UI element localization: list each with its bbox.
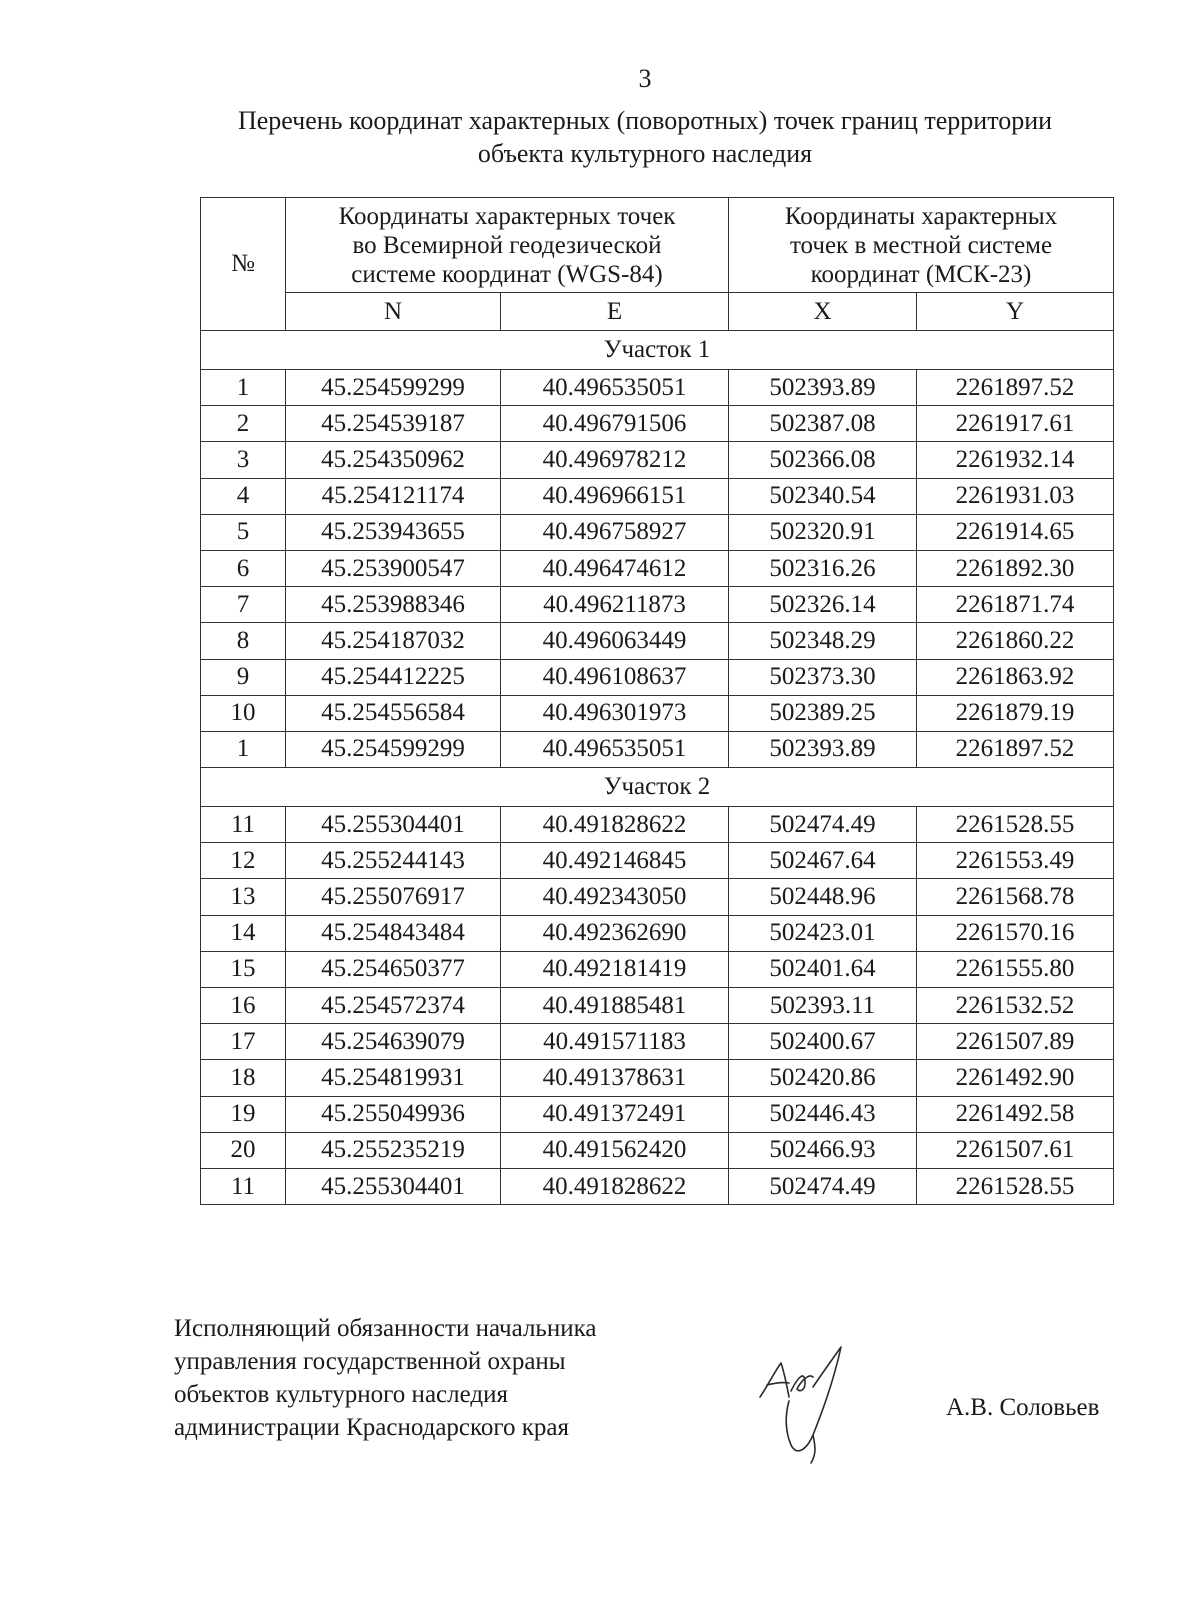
latitude-n-cell: 45.254121174 — [286, 478, 501, 514]
wgs84-header — [286, 198, 729, 293]
coordinate-y-cell: 2261914.65 — [917, 514, 1114, 550]
coordinate-x-cell: 502316.26 — [729, 550, 917, 586]
wgs84-header-line-3: системе координат (WGS-84) — [351, 260, 663, 288]
latitude-n-cell: 45.253988346 — [286, 587, 501, 623]
point-number-cell: 13 — [201, 879, 286, 915]
table-header — [201, 198, 1114, 331]
subheader-row — [201, 293, 1114, 331]
table-row — [201, 406, 1114, 442]
longitude-e-cell: 40.492343050 — [501, 879, 729, 915]
latitude-n-cell: 45.255304401 — [286, 807, 501, 843]
longitude-e-cell: 40.491885481 — [501, 988, 729, 1024]
latitude-n-cell: 45.254819931 — [286, 1060, 501, 1096]
table-row — [201, 514, 1114, 550]
point-number-cell: 11 — [201, 1168, 286, 1204]
longitude-e-cell: 40.491562420 — [501, 1132, 729, 1168]
table-row — [201, 988, 1114, 1024]
coordinate-y-cell: 2261532.52 — [917, 988, 1114, 1024]
column-header-x: X — [729, 293, 917, 331]
section-title: Участок 2 — [201, 768, 1114, 807]
coordinate-x-cell: 502401.64 — [729, 951, 917, 987]
coordinate-x-cell: 502467.64 — [729, 843, 917, 879]
position-line-2: управления государственной охраны — [174, 1348, 566, 1375]
coordinate-y-cell: 2261553.49 — [917, 843, 1114, 879]
longitude-e-cell: 40.496063449 — [501, 623, 729, 659]
point-number-cell: 10 — [201, 695, 286, 731]
coordinate-x-cell: 502366.08 — [729, 442, 917, 478]
table-row — [201, 550, 1114, 586]
table-row — [201, 1096, 1114, 1132]
coordinate-y-cell: 2261897.52 — [917, 731, 1114, 767]
coordinate-x-cell: 502373.30 — [729, 659, 917, 695]
longitude-e-cell: 40.496535051 — [501, 731, 729, 767]
point-number-cell: 15 — [201, 951, 286, 987]
latitude-n-cell: 45.254843484 — [286, 915, 501, 951]
coordinate-y-cell: 2261492.90 — [917, 1060, 1114, 1096]
longitude-e-cell: 40.496211873 — [501, 587, 729, 623]
latitude-n-cell: 45.254650377 — [286, 951, 501, 987]
point-number-cell: 17 — [201, 1024, 286, 1060]
latitude-n-cell: 45.255304401 — [286, 1168, 501, 1204]
point-number-cell: 12 — [201, 843, 286, 879]
coordinate-y-cell: 2261931.03 — [917, 478, 1114, 514]
coordinate-x-cell: 502393.89 — [729, 731, 917, 767]
point-number-cell: 20 — [201, 1132, 286, 1168]
coordinate-y-cell: 2261860.22 — [917, 623, 1114, 659]
coordinate-x-cell: 502393.89 — [729, 370, 917, 406]
signatory-position — [174, 1312, 596, 1444]
coordinate-y-cell: 2261879.19 — [917, 695, 1114, 731]
coordinate-x-cell: 502474.49 — [729, 1168, 917, 1204]
table-row — [201, 951, 1114, 987]
number-column-header: № — [201, 198, 286, 331]
longitude-e-cell: 40.491378631 — [501, 1060, 729, 1096]
coordinate-x-cell: 502446.43 — [729, 1096, 917, 1132]
longitude-e-cell: 40.496108637 — [501, 659, 729, 695]
position-line-3: объектов культурного наследия — [174, 1381, 508, 1408]
table-row — [201, 843, 1114, 879]
wgs84-header-line-2: во Всемирной геодезической — [352, 231, 662, 259]
longitude-e-cell: 40.496474612 — [501, 550, 729, 586]
table-row — [201, 659, 1114, 695]
point-number-cell: 6 — [201, 550, 286, 586]
table-row — [201, 1168, 1114, 1204]
table-row — [201, 915, 1114, 951]
table-row — [201, 587, 1114, 623]
latitude-n-cell: 45.253900547 — [286, 550, 501, 586]
latitude-n-cell: 45.255244143 — [286, 843, 501, 879]
position-line-4: администрации Краснодарского края — [174, 1414, 570, 1441]
coordinate-y-cell: 2261555.80 — [917, 951, 1114, 987]
signer-name: А.В. Соловьев — [946, 1394, 1100, 1421]
point-number-cell: 16 — [201, 988, 286, 1024]
longitude-e-cell: 40.492362690 — [501, 915, 729, 951]
coordinate-x-cell: 502320.91 — [729, 514, 917, 550]
section-row — [201, 331, 1114, 370]
msk23-header — [729, 198, 1114, 293]
page-number: 3 — [638, 64, 652, 93]
coordinate-x-cell: 502400.67 — [729, 1024, 917, 1060]
latitude-n-cell: 45.253943655 — [286, 514, 501, 550]
longitude-e-cell: 40.492146845 — [501, 843, 729, 879]
handwritten-signature — [755, 1345, 875, 1475]
coordinate-y-cell: 2261492.58 — [917, 1096, 1114, 1132]
coordinate-x-cell: 502474.49 — [729, 807, 917, 843]
coordinate-x-cell: 502448.96 — [729, 879, 917, 915]
point-number-cell: 1 — [201, 370, 286, 406]
section-title: Участок 1 — [201, 331, 1114, 370]
msk23-header-line-2: точек в местной системе — [789, 231, 1053, 259]
coordinate-y-cell: 2261932.14 — [917, 442, 1114, 478]
title-line-1: Перечень координат характерных (поворотных) точек границ территории — [237, 106, 1053, 135]
coordinate-y-cell: 2261897.52 — [917, 370, 1114, 406]
point-number-cell: 11 — [201, 807, 286, 843]
coordinate-x-cell: 502466.93 — [729, 1132, 917, 1168]
coordinate-y-cell: 2261570.16 — [917, 915, 1114, 951]
header-row — [201, 198, 1114, 293]
longitude-e-cell: 40.496966151 — [501, 478, 729, 514]
longitude-e-cell: 40.496978212 — [501, 442, 729, 478]
latitude-n-cell: 45.255076917 — [286, 879, 501, 915]
longitude-e-cell: 40.491372491 — [501, 1096, 729, 1132]
coordinate-x-cell: 502348.29 — [729, 623, 917, 659]
table-row — [201, 879, 1114, 915]
latitude-n-cell: 45.255049936 — [286, 1096, 501, 1132]
column-header-n: N — [286, 293, 501, 331]
point-number-cell: 2 — [201, 406, 286, 442]
point-number-cell: 5 — [201, 514, 286, 550]
latitude-n-cell: 45.254599299 — [286, 731, 501, 767]
position-line-1: Исполняющий обязанности начальника — [174, 1315, 597, 1342]
coordinate-y-cell: 2261871.74 — [917, 587, 1114, 623]
coordinate-x-cell: 502387.08 — [729, 406, 917, 442]
point-number-cell: 4 — [201, 478, 286, 514]
point-number-cell: 1 — [201, 731, 286, 767]
longitude-e-cell: 40.491828622 — [501, 807, 729, 843]
point-number-cell: 8 — [201, 623, 286, 659]
table-row — [201, 442, 1114, 478]
point-number-cell: 19 — [201, 1096, 286, 1132]
title-line-2: объекта культурного наследия — [477, 139, 813, 168]
coordinate-x-cell: 502340.54 — [729, 478, 917, 514]
section-row — [201, 768, 1114, 807]
coordinate-x-cell: 502420.86 — [729, 1060, 917, 1096]
longitude-e-cell: 40.492181419 — [501, 951, 729, 987]
document-title — [0, 104, 1200, 170]
coordinate-y-cell: 2261507.61 — [917, 1132, 1114, 1168]
latitude-n-cell: 45.254639079 — [286, 1024, 501, 1060]
point-number-cell: 7 — [201, 587, 286, 623]
msk23-header-line-1: Координаты характерных — [784, 202, 1058, 230]
column-header-e: E — [501, 293, 729, 331]
latitude-n-cell: 45.254556584 — [286, 695, 501, 731]
coordinate-y-cell: 2261507.89 — [917, 1024, 1114, 1060]
latitude-n-cell: 45.254412225 — [286, 659, 501, 695]
table-row — [201, 1060, 1114, 1096]
longitude-e-cell: 40.496758927 — [501, 514, 729, 550]
latitude-n-cell: 45.254572374 — [286, 988, 501, 1024]
coordinate-x-cell: 502326.14 — [729, 587, 917, 623]
table-row — [201, 731, 1114, 767]
coordinate-y-cell: 2261863.92 — [917, 659, 1114, 695]
wgs84-header-line-1: Координаты характерных точек — [338, 202, 676, 230]
longitude-e-cell: 40.491571183 — [501, 1024, 729, 1060]
column-header-y: Y — [917, 293, 1114, 331]
coordinates-table — [200, 197, 1114, 1205]
msk23-header-line-3: координат (МСК-23) — [810, 260, 1032, 288]
table-row — [201, 623, 1114, 659]
coordinate-y-cell: 2261528.55 — [917, 807, 1114, 843]
latitude-n-cell: 45.254599299 — [286, 370, 501, 406]
coordinate-x-cell: 502389.25 — [729, 695, 917, 731]
table-row — [201, 695, 1114, 731]
table-body — [201, 331, 1114, 1205]
coordinate-y-cell: 2261528.55 — [917, 1168, 1114, 1204]
coordinate-y-cell: 2261917.61 — [917, 406, 1114, 442]
longitude-e-cell: 40.496301973 — [501, 695, 729, 731]
table-row — [201, 478, 1114, 514]
coordinate-x-cell: 502423.01 — [729, 915, 917, 951]
longitude-e-cell: 40.491828622 — [501, 1168, 729, 1204]
point-number-cell: 3 — [201, 442, 286, 478]
point-number-cell: 14 — [201, 915, 286, 951]
longitude-e-cell: 40.496791506 — [501, 406, 729, 442]
table-row — [201, 370, 1114, 406]
latitude-n-cell: 45.255235219 — [286, 1132, 501, 1168]
latitude-n-cell: 45.254350962 — [286, 442, 501, 478]
coordinate-y-cell: 2261568.78 — [917, 879, 1114, 915]
table-row — [201, 807, 1114, 843]
point-number-cell: 18 — [201, 1060, 286, 1096]
latitude-n-cell: 45.254187032 — [286, 623, 501, 659]
table-row — [201, 1132, 1114, 1168]
latitude-n-cell: 45.254539187 — [286, 406, 501, 442]
coordinate-y-cell: 2261892.30 — [917, 550, 1114, 586]
longitude-e-cell: 40.496535051 — [501, 370, 729, 406]
table-row — [201, 1024, 1114, 1060]
point-number-cell: 9 — [201, 659, 286, 695]
coordinate-x-cell: 502393.11 — [729, 988, 917, 1024]
